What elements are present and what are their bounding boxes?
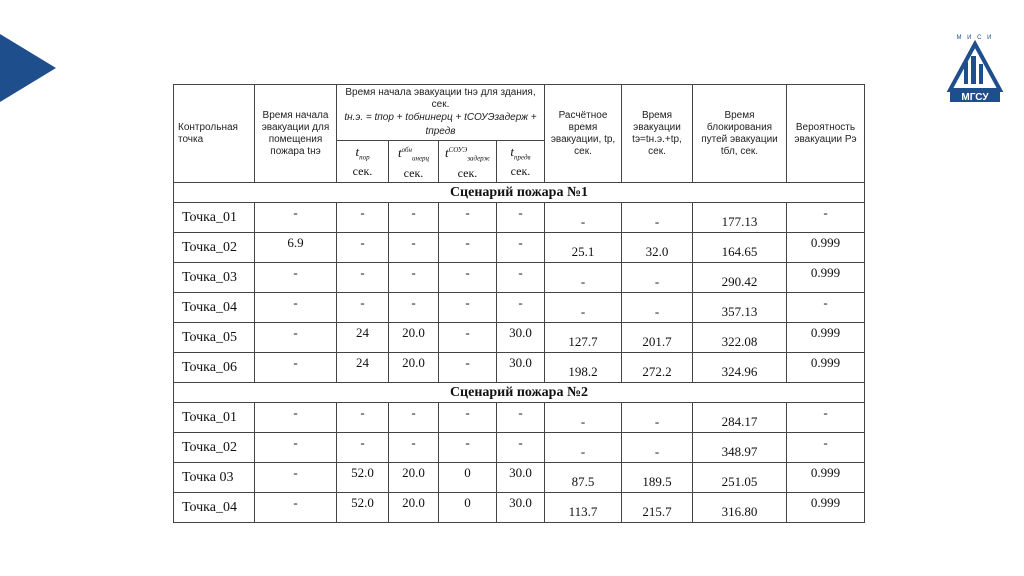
value-cell: 324.96	[693, 353, 787, 383]
value-cell: -	[497, 293, 545, 323]
value-cell: -	[255, 463, 337, 493]
value-cell: -	[787, 293, 865, 323]
value-cell: -	[545, 293, 622, 323]
value-cell: 127.7	[545, 323, 622, 353]
value-cell: -	[337, 263, 389, 293]
value-cell: 0.999	[787, 493, 865, 523]
value-cell: -	[545, 203, 622, 233]
value-cell: -	[439, 353, 497, 383]
group-title: Время начала эвакуации tнэ для здания, сек.	[345, 87, 536, 110]
point-name-cell: Точка_01	[174, 203, 255, 233]
value-cell: 272.2	[622, 353, 693, 383]
value-cell: -	[255, 323, 337, 353]
value-cell: 201.7	[622, 323, 693, 353]
point-name-cell: Точка_01	[174, 403, 255, 433]
scenario-row	[174, 183, 865, 203]
value-cell: -	[389, 293, 439, 323]
point-name-cell: Точка_05	[174, 323, 255, 353]
value-cell: 20.0	[389, 323, 439, 353]
value-cell: 113.7	[545, 493, 622, 523]
value-cell: -	[497, 203, 545, 233]
value-cell: 290.42	[693, 263, 787, 293]
value-cell: -	[439, 293, 497, 323]
mgsu-logo	[944, 32, 1006, 104]
point-name-cell: Точка_02	[174, 233, 255, 263]
value-cell: 30.0	[497, 353, 545, 383]
value-cell: -	[497, 433, 545, 463]
value-cell: 0.999	[787, 323, 865, 353]
value-cell: -	[439, 433, 497, 463]
value-cell: 24	[337, 353, 389, 383]
value-cell: -	[622, 293, 693, 323]
value-cell: -	[497, 403, 545, 433]
header-evac-probability: Вероятность эвакуации Pэ	[787, 85, 865, 183]
value-cell: 25.1	[545, 233, 622, 263]
value-cell: -	[787, 403, 865, 433]
value-cell: -	[255, 493, 337, 523]
subheader-предв: $t_{предв}$ сек.	[497, 141, 545, 183]
table-row	[174, 323, 865, 353]
table-row	[174, 353, 865, 383]
point-name-cell: Точка_03	[174, 263, 255, 293]
value-cell: 0.999	[787, 353, 865, 383]
value-cell: -	[497, 233, 545, 263]
table-row	[174, 493, 865, 523]
scenario-row	[174, 383, 865, 403]
unit-label: сек.	[510, 164, 531, 179]
value-cell: 87.5	[545, 463, 622, 493]
point-name-cell: Точка_02	[174, 433, 255, 463]
value-cell: -	[255, 263, 337, 293]
evacuation-table	[173, 84, 864, 523]
slide-arrow-icon	[0, 34, 58, 102]
subheader-пор: $t_{пор}$ сек.	[337, 141, 389, 183]
table-row	[174, 433, 865, 463]
value-cell: -	[497, 263, 545, 293]
value-cell: 348.97	[693, 433, 787, 463]
value-cell: -	[439, 263, 497, 293]
value-cell: -	[545, 403, 622, 433]
value-cell: 52.0	[337, 493, 389, 523]
value-cell: 198.2	[545, 353, 622, 383]
value-cell: 20.0	[389, 493, 439, 523]
value-cell: 30.0	[497, 323, 545, 353]
value-cell: 32.0	[622, 233, 693, 263]
value-cell: -	[337, 403, 389, 433]
scenario-title: Сценарий пожара №2	[174, 383, 865, 403]
header-room-evac-start: Время начала эвакуации для помещения пожара tнэ	[255, 85, 337, 183]
value-cell: 0	[439, 493, 497, 523]
value-cell: 24	[337, 323, 389, 353]
value-cell: -	[255, 403, 337, 433]
value-cell: 30.0	[497, 463, 545, 493]
value-cell: -	[622, 263, 693, 293]
value-cell: 20.0	[389, 463, 439, 493]
value-cell: -	[255, 293, 337, 323]
value-cell: -	[255, 203, 337, 233]
value-cell: 251.05	[693, 463, 787, 493]
formula: tн.э. = tпор + tобнинерц + tСОУЭзадерж + tпредв	[344, 112, 537, 137]
value-cell: -	[337, 433, 389, 463]
value-cell: 215.7	[622, 493, 693, 523]
value-cell: 0.999	[787, 233, 865, 263]
value-cell: -	[255, 353, 337, 383]
value-cell: -	[389, 263, 439, 293]
value-cell: -	[622, 433, 693, 463]
value-cell: -	[255, 433, 337, 463]
point-name-cell: Точка_06	[174, 353, 255, 383]
unit-label: сек.	[352, 164, 373, 179]
value-cell: 357.13	[693, 293, 787, 323]
value-cell: 0.999	[787, 263, 865, 293]
table-row	[174, 233, 865, 263]
header-building-evac-start	[337, 85, 545, 141]
point-name-cell: Точка_04	[174, 493, 255, 523]
logo-top-text: М И С И	[956, 35, 994, 41]
value-cell: -	[337, 233, 389, 263]
header-calc-evac-time: Расчётное время эвакуации, tр, сек.	[545, 85, 622, 183]
value-cell: -	[787, 433, 865, 463]
unit-label: сек.	[403, 165, 424, 180]
header-evac-time: Время эвакуации tэ=tн.э.+tр, сек.	[622, 85, 693, 183]
value-cell: -	[337, 203, 389, 233]
value-cell: 164.65	[693, 233, 787, 263]
value-cell: 52.0	[337, 463, 389, 493]
value-cell: 316.80	[693, 493, 787, 523]
value-cell: 0	[439, 463, 497, 493]
subheader-инерц: $t^{обн}_{инерц}$ сек.	[389, 141, 439, 183]
unit-label: сек.	[457, 165, 478, 180]
value-cell: -	[389, 403, 439, 433]
table-row	[174, 463, 865, 493]
value-cell: 177.13	[693, 203, 787, 233]
value-cell: -	[545, 433, 622, 463]
value-cell: 20.0	[389, 353, 439, 383]
value-cell: -	[545, 263, 622, 293]
value-cell: 30.0	[497, 493, 545, 523]
value-cell: -	[439, 203, 497, 233]
value-cell: -	[439, 323, 497, 353]
value-cell: -	[622, 203, 693, 233]
table-row	[174, 263, 865, 293]
table-row	[174, 403, 865, 433]
value-cell: 0.999	[787, 463, 865, 493]
point-name-cell: Точка 03	[174, 463, 255, 493]
logo-bottom-text: МГСУ	[961, 92, 989, 103]
header-control-point: Контрольная точка	[174, 85, 255, 183]
value-cell: -	[389, 233, 439, 263]
point-name-cell: Точка_04	[174, 293, 255, 323]
subheader-задерж: $t^{СОУЭ}_{задерж}$ сек.	[439, 141, 497, 183]
value-cell: 189.5	[622, 463, 693, 493]
value-cell: -	[439, 403, 497, 433]
value-cell: 322.08	[693, 323, 787, 353]
value-cell: -	[787, 203, 865, 233]
value-cell: 6.9	[255, 233, 337, 263]
value-cell: 284.17	[693, 403, 787, 433]
value-cell: -	[622, 403, 693, 433]
header-blocking-time: Время блокирования путей эвакуации tбл, сек.	[693, 85, 787, 183]
value-cell: -	[337, 293, 389, 323]
value-cell: -	[389, 433, 439, 463]
value-cell: -	[389, 203, 439, 233]
table-row	[174, 293, 865, 323]
value-cell: -	[439, 233, 497, 263]
table-row	[174, 203, 865, 233]
scenario-title: Сценарий пожара №1	[174, 183, 865, 203]
